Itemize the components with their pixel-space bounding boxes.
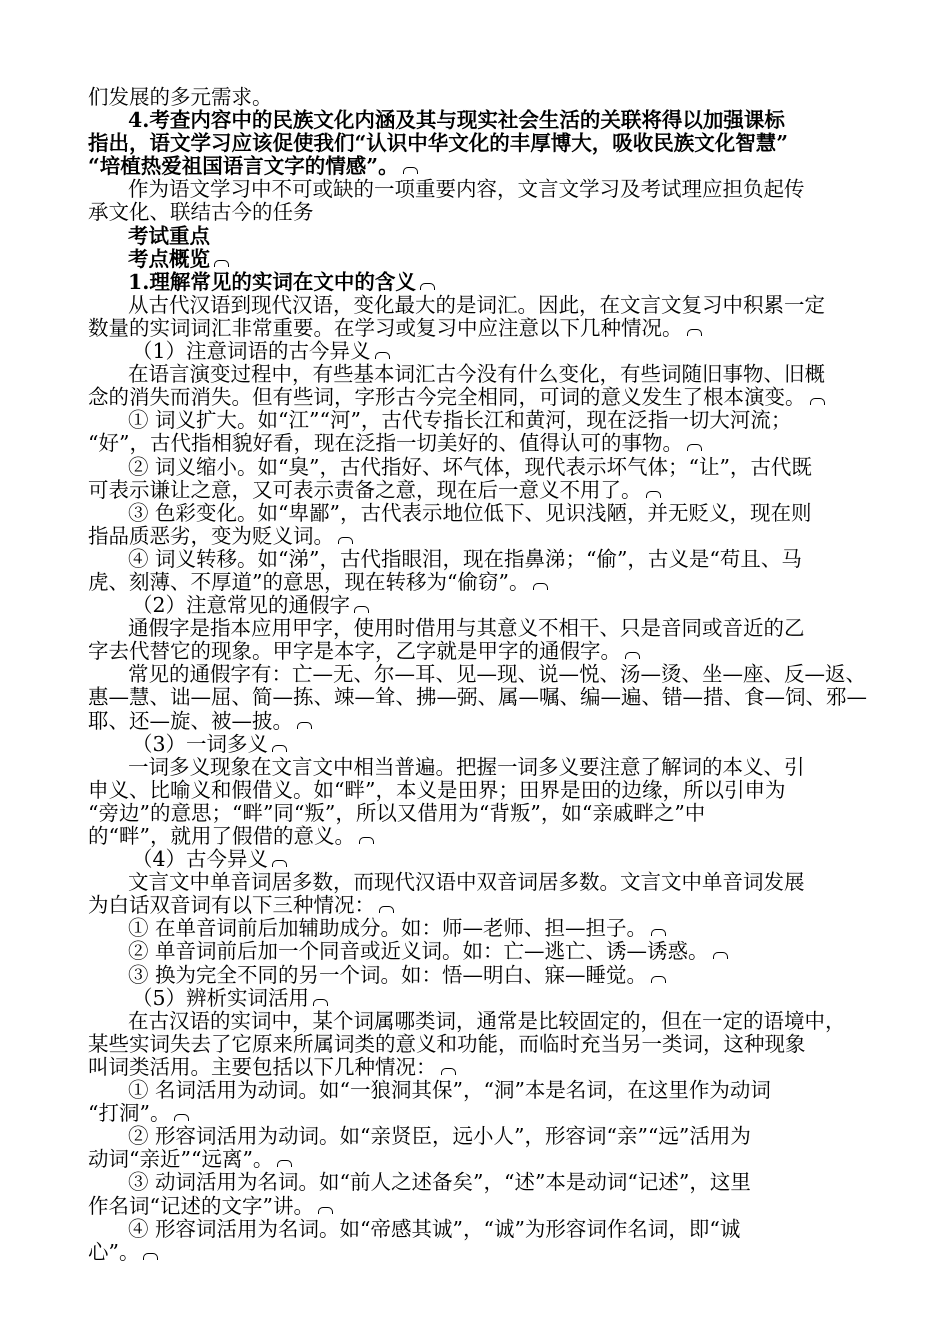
text-line-content: “好”，古代指相貌好看，现在泛指一切美好的、值得认可的事物。 <box>88 431 683 456</box>
text-line-content: “培植热爱祖国语言文字的情感”。 <box>88 154 399 179</box>
text-line-content: 文言文中单音词居多数，而现代汉语中双音词居多数。文言文中单音词发展 <box>128 870 805 895</box>
text-line-content: ① 在单音词前后加辅助成分。如：师—老师、担—担子。 <box>128 916 648 941</box>
text-line-content: 常见的通假字有：亡—无、尔—耳、见—现、说—悦、汤—烫、坐—座、反—返、 <box>128 662 866 687</box>
paragraph-mark-icon <box>143 1253 158 1260</box>
text-line <box>88 409 860 432</box>
text-line-content: 动词“亲近”“远离”。 <box>88 1147 274 1172</box>
text-line <box>88 363 860 386</box>
text-line-content: 心”。 <box>88 1239 140 1264</box>
text-line <box>88 132 860 155</box>
text-line <box>88 662 866 687</box>
text-line <box>88 294 860 317</box>
text-line <box>88 340 860 363</box>
paragraph-mark-icon <box>297 722 312 729</box>
text-line-content: 的“畔”，就用了假借的意义。 <box>88 824 355 848</box>
text-line <box>88 571 860 594</box>
text-line <box>88 1195 860 1218</box>
paragraph-mark-icon <box>214 260 229 267</box>
paragraph-mark-icon <box>318 1207 333 1214</box>
paragraph-mark-icon <box>687 444 702 451</box>
document-page <box>88 85 867 1264</box>
text-line-content: 可表示谦让之意，又可表示责备之意，现在后一意义不用了。 <box>88 477 642 502</box>
paragraph-mark-icon <box>625 652 640 659</box>
text-line-content: （4）古今异义 <box>132 847 269 872</box>
paragraph-mark-icon <box>646 491 661 498</box>
paragraph-mark-icon <box>651 976 666 983</box>
text-line <box>88 1033 860 1056</box>
text-line <box>88 1056 860 1079</box>
text-line-content: 从古代汉语到现代汉语，变化最大的是词汇。因此，在文言文复习中积累一定 <box>128 292 825 317</box>
paragraph-mark-icon <box>338 537 353 544</box>
text-line-content: 4.考查内容中的民族文化内涵及其与现实社会生活的关联将得以加强课标 <box>128 108 785 133</box>
text-line <box>88 987 860 1010</box>
paragraph-mark-icon <box>277 1160 292 1167</box>
text-line-content: 耶、还—旋、被—披。 <box>88 708 293 733</box>
paragraph-mark-icon <box>651 929 666 936</box>
paragraph-mark-icon <box>713 952 728 959</box>
text-line <box>88 1079 860 1102</box>
text-line-content: ③ 色彩变化。如“卑鄙”，古代表示地位低下、见识浅陋，并无贬义，现在则 <box>128 500 812 525</box>
text-line <box>88 617 860 640</box>
text-line <box>88 548 860 571</box>
text-line <box>88 1171 860 1194</box>
text-line <box>88 594 860 617</box>
text-line-content: 一词多义现象在文言文中相当普遍。把握一词多义要注意了解词的本义、引 <box>128 754 805 779</box>
paragraph-mark-icon <box>420 283 435 290</box>
text-line-content: ① 词义扩大。如“江”“河”，古代专指长江和黄河，现在泛指一切大河流； <box>128 408 792 433</box>
text-line-content: 考试重点 <box>128 223 210 248</box>
text-line-content: “打洞”。 <box>88 1101 171 1126</box>
paragraph-mark-icon <box>313 999 328 1006</box>
text-line-content: 在古汉语的实词中，某个词属哪类词，通常是比较固定的，但在一定的语境中， <box>128 1008 846 1033</box>
text-line-content: ③ 换为完全不同的另一个词。如：悟—明白、寐—睡觉。 <box>128 962 648 987</box>
paragraph-mark-icon <box>359 837 374 844</box>
text-line-content: 指出，语文学习应该促使我们“认识中华文化的丰厚博大，吸收民族文化智慧” <box>88 131 789 156</box>
text-line <box>88 86 860 109</box>
text-line <box>88 825 860 848</box>
text-line-content: 为白话双音词有以下三种情况： <box>88 893 375 918</box>
text-line <box>88 178 860 201</box>
text-line-content: ① 名词活用为动词。如“一狼洞其保”，“洞”本是名词，在这里作为动词 <box>128 1078 771 1103</box>
text-line <box>88 779 860 802</box>
text-line <box>88 848 860 871</box>
text-line <box>88 109 860 132</box>
text-line-content: 叫词类活用。主要包括以下几种情况： <box>88 1054 437 1079</box>
paragraph-mark-icon <box>441 1068 456 1075</box>
text-line <box>88 456 860 479</box>
text-line-content: 1.理解常见的实词在文中的含义 <box>128 269 416 294</box>
text-line-content: 数量的实词词汇非常重要。在学习或复习中应注意以下几种情况。 <box>88 315 683 340</box>
paragraph-mark-icon <box>379 906 394 913</box>
text-line <box>88 964 860 987</box>
text-line-content: 在语言演变过程中，有些基本词汇古今没有什么变化，有些词随旧事物、旧概 <box>128 362 825 387</box>
text-line <box>88 155 860 178</box>
text-line-content: 申义、比喻义和假借义。如“畔”，本义是田界；田界是田的边缘，所以引申为 <box>88 777 786 802</box>
text-line-content: （1）注意词语的古今异义 <box>132 339 371 364</box>
text-line <box>88 1148 860 1171</box>
paragraph-mark-icon <box>403 167 418 174</box>
text-line-content: 指品质恶劣，变为贬义词。 <box>88 523 334 548</box>
text-line-content: （5）辨析实词活用 <box>132 985 310 1010</box>
text-line-content: ④ 词义转移。如“涕”，古代指眼泪，现在指鼻涕；“偷”，古义是“苟且、马 <box>128 546 802 571</box>
text-line <box>88 225 860 248</box>
text-line-content: （2）注意常见的通假字 <box>132 593 351 618</box>
text-line-content: ② 词义缩小。如“臭”，古代指好、坏气体，现代表示坏气体；“让”，古代既 <box>128 454 812 479</box>
text-line <box>88 386 860 409</box>
text-line-content: （3）一词多义 <box>132 731 269 756</box>
text-line <box>88 640 860 663</box>
text-line-content: “旁边”的意思；“畔”同“叛”，所以又借用为“背叛”，如“亲戚畔之”中 <box>88 800 706 825</box>
text-line-content: 惠—慧、诎—屈、简—拣、竦—耸、拂—弼、属—嘱、编—遍、错—措、食—饲、邪— <box>88 685 867 710</box>
text-line <box>88 1125 860 1148</box>
paragraph-mark-icon <box>375 352 390 359</box>
text-line <box>88 1241 860 1264</box>
text-line <box>88 1010 860 1033</box>
text-line-content: 念的消失而消失。但有些词，字形古今完全相同，可词的意义发生了根本演变。 <box>88 385 806 410</box>
text-line-content: 某些实词失去了它原来所属词类的意义和功能，而临时充当另一类词，这种现象 <box>88 1031 806 1056</box>
text-line <box>88 248 860 271</box>
text-line <box>88 1218 860 1241</box>
text-line <box>88 710 860 733</box>
text-line <box>88 201 860 224</box>
paragraph-mark-icon <box>687 329 702 336</box>
text-line <box>88 756 860 779</box>
text-line <box>88 432 860 455</box>
text-line <box>88 1102 860 1125</box>
text-line-content: 们发展的多元需求。 <box>88 85 273 109</box>
text-line-content: 作为语文学习中不可或缺的一项重要内容，文言文学习及考试理应担负起传 <box>128 177 805 202</box>
text-line <box>88 479 860 502</box>
text-line <box>88 271 860 294</box>
paragraph-mark-icon <box>354 606 369 613</box>
text-line <box>88 802 860 825</box>
text-line <box>88 917 860 940</box>
text-line-content: ② 单音词前后加一个同音或近义词。如：亡—逃亡、诱—诱惑。 <box>128 939 709 964</box>
text-line-content: 作名词“记述的文字”讲。 <box>88 1193 314 1218</box>
paragraph-mark-icon <box>272 745 287 752</box>
text-line <box>88 685 867 710</box>
text-line-content: ③ 动词活用为名词。如“前人之述备矣”，“述”本是动词“记述”，这里 <box>128 1170 751 1195</box>
text-line <box>88 502 860 525</box>
text-line <box>88 940 860 963</box>
text-line <box>88 871 860 894</box>
text-line-content: 承文化、联结古今的任务 <box>88 200 314 225</box>
paragraph-mark-icon <box>810 398 825 405</box>
paragraph-mark-icon <box>272 860 287 867</box>
text-line-content: 通假字是指本应用甲字，使用时借用与其意义不相干、只是音同或音近的乙 <box>128 616 805 641</box>
text-line <box>88 894 860 917</box>
text-line-content: 虎、刻薄、不厚道”的意思，现在转移为“偷窃”。 <box>88 569 530 594</box>
paragraph-mark-icon <box>174 1114 189 1121</box>
text-line-content: ④ 形容词活用为名词。如“帝感其诚”，“诚”为形容词作名词，即“诚 <box>128 1216 741 1241</box>
text-line-content: 考点概览 <box>128 246 210 271</box>
text-line <box>88 733 860 756</box>
text-line <box>88 525 860 548</box>
paragraph-mark-icon <box>533 583 548 590</box>
text-line <box>88 317 860 340</box>
text-line-content: 字去代替它的现象。甲字是本字，乙字就是甲字的通假字。 <box>88 639 621 664</box>
text-line-content: ② 形容词活用为动词。如“亲贤臣，远小人”，形容词“亲”“远”活用为 <box>128 1124 751 1149</box>
